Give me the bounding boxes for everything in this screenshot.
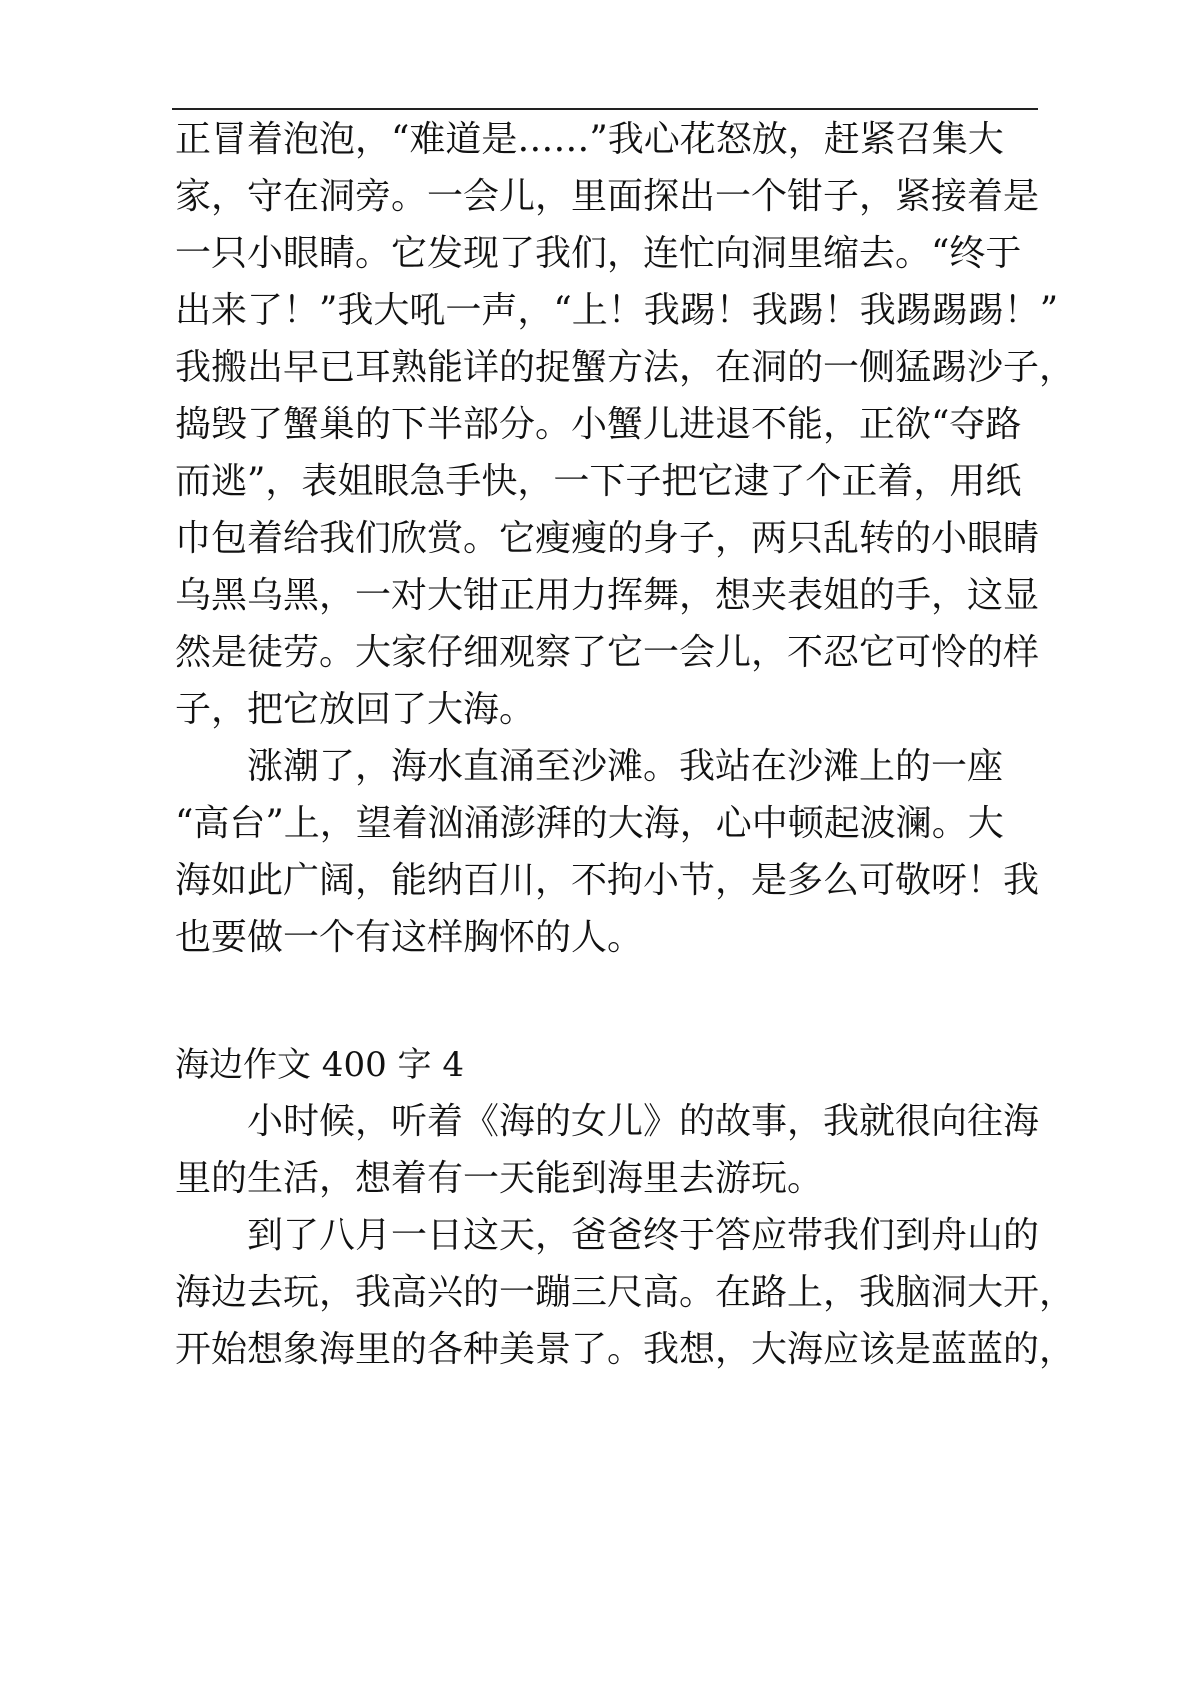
text-line: 涨潮了，海水直涌至沙滩。我站在沙滩上的一座 bbox=[247, 746, 1004, 787]
text-line: 捣毁了蟹巢的下半部分。小蟹儿进退不能，正欲“夺路 bbox=[175, 404, 1022, 445]
text-line: 也要做一个有这样胸怀的人。 bbox=[175, 917, 644, 958]
text-line: 里的生活，想着有一天能到海里去游玩。 bbox=[175, 1158, 824, 1199]
text-line: 小时候，听着《海的女儿》的故事，我就很向往海 bbox=[247, 1101, 1040, 1142]
text-line: 乌黑乌黑，一对大钳正用力挥舞，想夹表姐的手，这显 bbox=[175, 575, 1040, 616]
text-line: 开始想象海里的各种美景了。我想，大海应该是蓝蓝的， bbox=[175, 1329, 1076, 1370]
text-line: 然是徒劳。大家仔细观察了它一会儿，不忍它可怜的样 bbox=[175, 632, 1040, 673]
text-line: 海边去玩，我高兴的一蹦三尺高。在路上，我脑洞大开， bbox=[175, 1272, 1076, 1313]
text-line: 到了八月一日这天，爸爸终于答应带我们到舟山的 bbox=[247, 1215, 1040, 1256]
text-line: 一只小眼睛。它发现了我们，连忙向洞里缩去。“终于 bbox=[175, 233, 1022, 274]
text-line: 正冒着泡泡，“难道是……”我心花怒放，赶紧召集大 bbox=[175, 119, 1004, 160]
header-rule bbox=[172, 108, 1038, 110]
text-line: 巾包着给我们欣赏。它瘦瘦的身子，两只乱转的小眼睛 bbox=[175, 518, 1040, 559]
text-line: 我搬出早已耳熟能详的捉蟹方法，在洞的一侧猛踢沙子， bbox=[175, 347, 1076, 388]
text-line: 出来了！”我大吼一声，“上！我踢！我踢！我踢踢踢！” bbox=[175, 290, 1059, 331]
section-heading: 海边作文 400 字 4 bbox=[175, 1045, 464, 1085]
text-line: 而逃”，表姐眼急手快，一下子把它逮了个正着，用纸 bbox=[175, 461, 1022, 502]
text-line: “高台”上，望着汹涌澎湃的大海，心中顿起波澜。大 bbox=[175, 803, 1004, 844]
text-line: 家，守在洞旁。一会儿，里面探出一个钳子，紧接着是 bbox=[175, 176, 1040, 217]
text-line: 子，把它放回了大海。 bbox=[175, 689, 536, 730]
text-line: 海如此广阔，能纳百川，不拘小节，是多么可敬呀！我 bbox=[175, 860, 1040, 901]
